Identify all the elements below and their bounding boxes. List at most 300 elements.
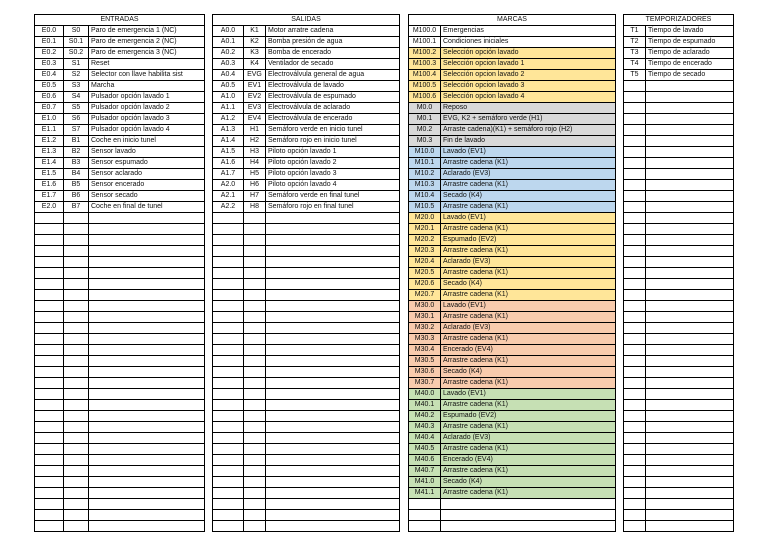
table-cell: H2 <box>244 136 266 147</box>
table-cell <box>624 158 646 169</box>
table-cell: M0.1 <box>409 114 441 125</box>
table-row <box>213 411 400 422</box>
table-cell: S0 <box>64 26 89 37</box>
table-cell: Electroválvula de espumado <box>266 92 400 103</box>
table-cell <box>244 290 266 301</box>
table-cell <box>624 290 646 301</box>
table-cell: H7 <box>244 191 266 202</box>
table-cell <box>64 312 89 323</box>
table-row <box>35 268 205 279</box>
table-cell <box>624 433 646 444</box>
table-row <box>409 59 616 70</box>
table-cell: H8 <box>244 202 266 213</box>
table-row <box>624 400 734 411</box>
table-cell: E0.7 <box>35 103 64 114</box>
table-row <box>409 26 616 37</box>
table-cell: A1.5 <box>213 147 244 158</box>
table-row <box>35 125 205 136</box>
temporizadores-title: TEMPORIZADORES <box>624 15 734 26</box>
table-cell <box>64 422 89 433</box>
table-cell: E1.2 <box>35 136 64 147</box>
table-cell <box>266 213 400 224</box>
table-row <box>624 180 734 191</box>
table-row <box>624 268 734 279</box>
table-cell <box>213 345 244 356</box>
table-cell <box>89 444 205 455</box>
table-cell: Pulsador opción lavado 2 <box>89 103 205 114</box>
table-row <box>624 202 734 213</box>
table-cell <box>646 521 734 532</box>
table-cell: Electroválvula de aclarado <box>266 103 400 114</box>
table-cell: Tiempo de lavado <box>646 26 734 37</box>
table-cell <box>89 213 205 224</box>
table-cell <box>213 312 244 323</box>
table-cell <box>266 334 400 345</box>
table-row <box>624 367 734 378</box>
table-cell <box>624 422 646 433</box>
table-cell: T5 <box>624 70 646 81</box>
table-cell: M10.0 <box>409 147 441 158</box>
table-row <box>213 257 400 268</box>
table-cell <box>213 301 244 312</box>
table-cell: E0.0 <box>35 26 64 37</box>
table-cell <box>35 444 64 455</box>
table-cell: M30.5 <box>409 356 441 367</box>
table-cell <box>646 477 734 488</box>
table-cell: Electroválvula de lavado <box>266 81 400 92</box>
table-cell: M30.4 <box>409 345 441 356</box>
table-row <box>624 433 734 444</box>
table-cell <box>624 136 646 147</box>
table-cell: Semáforo verde en final tunel <box>266 191 400 202</box>
table-cell: Arrastre cadena (K1) <box>441 224 616 235</box>
table-cell <box>213 433 244 444</box>
temporizadores-body <box>624 26 734 532</box>
table-cell <box>266 290 400 301</box>
table-row <box>624 455 734 466</box>
table-row <box>624 378 734 389</box>
table-cell <box>244 521 266 532</box>
table-row <box>213 444 400 455</box>
table-cell: Pulsador opción lavado 3 <box>89 114 205 125</box>
table-cell: Arrastre cadena (K1) <box>441 444 616 455</box>
table-cell <box>64 499 89 510</box>
table-cell <box>35 323 64 334</box>
table-cell <box>89 246 205 257</box>
table-cell: E0.3 <box>35 59 64 70</box>
table-cell: M20.5 <box>409 268 441 279</box>
table-row <box>213 81 400 92</box>
table-cell <box>35 521 64 532</box>
table-cell: B2 <box>64 147 89 158</box>
table-row <box>35 455 205 466</box>
table-row <box>35 334 205 345</box>
table-cell <box>646 444 734 455</box>
table-cell <box>35 378 64 389</box>
table-cell: Semáforo verde en inicio tunel <box>266 125 400 136</box>
table-row <box>409 488 616 499</box>
table-cell <box>35 499 64 510</box>
table-cell <box>624 268 646 279</box>
table-row <box>213 290 400 301</box>
table-cell <box>35 334 64 345</box>
table-cell: S5 <box>64 103 89 114</box>
table-cell <box>64 279 89 290</box>
table-cell: H3 <box>244 147 266 158</box>
table-row <box>213 455 400 466</box>
table-cell: Condiciones iniciales <box>441 37 616 48</box>
table-row <box>409 378 616 389</box>
table-cell <box>89 279 205 290</box>
table-cell <box>624 389 646 400</box>
table-cell <box>213 224 244 235</box>
table-cell <box>213 499 244 510</box>
salidas-table <box>212 14 400 532</box>
table-cell <box>646 312 734 323</box>
table-cell <box>646 213 734 224</box>
table-cell: Arrastre cadena (K1) <box>441 400 616 411</box>
table-cell <box>89 345 205 356</box>
table-cell <box>64 411 89 422</box>
table-cell <box>35 455 64 466</box>
table-cell <box>35 312 64 323</box>
table-row <box>35 246 205 257</box>
table-row <box>624 70 734 81</box>
table-row <box>624 37 734 48</box>
table-cell <box>244 246 266 257</box>
table-cell <box>646 510 734 521</box>
table-cell: Selección opcion lavado 1 <box>441 59 616 70</box>
table-row <box>213 301 400 312</box>
table-cell <box>64 301 89 312</box>
table-row <box>409 114 616 125</box>
table-cell: Lavado (EV1) <box>441 147 616 158</box>
table-row <box>409 433 616 444</box>
table-cell <box>244 301 266 312</box>
table-cell: S6 <box>64 114 89 125</box>
table-cell: M30.6 <box>409 367 441 378</box>
table-cell <box>213 444 244 455</box>
table-cell <box>646 334 734 345</box>
table-cell: B7 <box>64 202 89 213</box>
table-cell <box>266 246 400 257</box>
table-cell: Arrastre cadena (K1) <box>441 290 616 301</box>
table-row <box>409 81 616 92</box>
table-row <box>35 202 205 213</box>
table-cell <box>89 367 205 378</box>
table-row <box>35 224 205 235</box>
table-row <box>624 81 734 92</box>
table-cell <box>646 158 734 169</box>
table-cell: A1.0 <box>213 92 244 103</box>
table-cell <box>213 334 244 345</box>
table-cell <box>89 466 205 477</box>
table-cell <box>441 499 616 510</box>
table-row <box>624 411 734 422</box>
table-cell: E2.0 <box>35 202 64 213</box>
table-cell: M0.3 <box>409 136 441 147</box>
table-cell: M100.0 <box>409 26 441 37</box>
table-cell <box>646 169 734 180</box>
table-cell: Arrastre cadena (K1) <box>441 268 616 279</box>
table-cell: B4 <box>64 169 89 180</box>
table-cell <box>624 411 646 422</box>
table-cell: M10.4 <box>409 191 441 202</box>
table-row <box>35 466 205 477</box>
table-row <box>409 158 616 169</box>
table-cell <box>646 224 734 235</box>
table-row <box>624 114 734 125</box>
table-cell <box>89 235 205 246</box>
table-cell <box>35 301 64 312</box>
table-cell: M41.1 <box>409 488 441 499</box>
table-row <box>213 246 400 257</box>
table-cell: A0.0 <box>213 26 244 37</box>
table-cell <box>89 422 205 433</box>
table-cell: Marcha <box>89 81 205 92</box>
table-cell: A1.6 <box>213 158 244 169</box>
table-cell <box>624 345 646 356</box>
table-row <box>409 323 616 334</box>
table-cell: Secado (K4) <box>441 279 616 290</box>
table-cell <box>624 114 646 125</box>
table-row <box>213 224 400 235</box>
table-cell <box>266 356 400 367</box>
table-cell <box>646 147 734 158</box>
table-cell <box>266 235 400 246</box>
table-row <box>409 213 616 224</box>
table-cell: M30.2 <box>409 323 441 334</box>
table-row <box>624 323 734 334</box>
table-row <box>409 345 616 356</box>
table-cell: M20.6 <box>409 279 441 290</box>
table-cell <box>244 345 266 356</box>
table-cell <box>624 367 646 378</box>
table-cell <box>35 213 64 224</box>
table-row <box>35 411 205 422</box>
table-cell <box>409 499 441 510</box>
table-row <box>213 279 400 290</box>
table-cell: M100.5 <box>409 81 441 92</box>
table-cell <box>624 169 646 180</box>
table-row <box>213 510 400 521</box>
table-cell <box>624 213 646 224</box>
table-cell <box>244 224 266 235</box>
table-cell <box>89 499 205 510</box>
table-cell: E1.0 <box>35 114 64 125</box>
table-cell: Arrastre cadena (K1) <box>441 202 616 213</box>
table-cell: E1.1 <box>35 125 64 136</box>
table-row <box>409 279 616 290</box>
table-row <box>624 169 734 180</box>
table-cell <box>244 422 266 433</box>
table-cell: A2.1 <box>213 191 244 202</box>
table-cell: M10.5 <box>409 202 441 213</box>
table-cell <box>266 257 400 268</box>
table-cell <box>646 202 734 213</box>
table-cell <box>213 389 244 400</box>
table-cell <box>266 312 400 323</box>
table-cell <box>89 268 205 279</box>
table-cell <box>266 400 400 411</box>
table-cell: Sensor lavado <box>89 147 205 158</box>
table-cell <box>213 279 244 290</box>
table-cell <box>244 235 266 246</box>
table-cell: EV1 <box>244 81 266 92</box>
entradas-title: ENTRADAS <box>35 15 205 26</box>
table-row <box>409 510 616 521</box>
table-cell <box>244 455 266 466</box>
table-cell <box>89 323 205 334</box>
table-cell: M100.6 <box>409 92 441 103</box>
table-row <box>409 444 616 455</box>
table-cell: Piloto opción lavado 2 <box>266 158 400 169</box>
table-cell: M40.2 <box>409 411 441 422</box>
table-row <box>213 422 400 433</box>
table-cell: Encerado (EV4) <box>441 455 616 466</box>
table-cell: Tiempo de espumado <box>646 37 734 48</box>
table-cell <box>624 521 646 532</box>
table-row <box>35 499 205 510</box>
table-row <box>213 169 400 180</box>
table-cell: Secado (K4) <box>441 477 616 488</box>
table-cell <box>244 389 266 400</box>
table-cell <box>35 246 64 257</box>
table-cell: M10.1 <box>409 158 441 169</box>
table-row <box>409 400 616 411</box>
table-cell: M30.1 <box>409 312 441 323</box>
table-cell <box>35 279 64 290</box>
table-cell <box>213 455 244 466</box>
table-cell <box>89 334 205 345</box>
table-row <box>213 180 400 191</box>
table-cell <box>64 510 89 521</box>
table-row <box>35 301 205 312</box>
table-row <box>409 246 616 257</box>
table-cell <box>64 444 89 455</box>
table-cell: M20.1 <box>409 224 441 235</box>
table-cell <box>35 367 64 378</box>
table-cell: K2 <box>244 37 266 48</box>
table-cell <box>624 499 646 510</box>
table-cell: Piloto opción lavado 1 <box>266 147 400 158</box>
table-cell: E1.4 <box>35 158 64 169</box>
table-row <box>624 103 734 114</box>
table-row <box>213 37 400 48</box>
table-cell <box>624 510 646 521</box>
table-cell <box>213 213 244 224</box>
entradas-table <box>34 14 205 532</box>
table-row <box>35 356 205 367</box>
table-row <box>213 499 400 510</box>
table-cell: A1.1 <box>213 103 244 114</box>
table-cell <box>213 323 244 334</box>
table-cell: Sensor encerado <box>89 180 205 191</box>
table-row <box>35 477 205 488</box>
table-cell <box>64 521 89 532</box>
table-cell <box>266 323 400 334</box>
table-cell: Sensor aclarado <box>89 169 205 180</box>
table-cell: Pulsador opción lavado 1 <box>89 92 205 103</box>
table-cell <box>89 510 205 521</box>
table-row <box>213 334 400 345</box>
table-cell: K1 <box>244 26 266 37</box>
table-cell <box>213 466 244 477</box>
table-cell: Selección opcion lavado 3 <box>441 81 616 92</box>
table-cell: Tiempo de encerado <box>646 59 734 70</box>
table-cell: Electroválvula de encerado <box>266 114 400 125</box>
table-cell: T1 <box>624 26 646 37</box>
table-row <box>213 477 400 488</box>
table-row <box>35 400 205 411</box>
table-cell: Lavado (EV1) <box>441 389 616 400</box>
table-row <box>624 257 734 268</box>
table-row <box>213 323 400 334</box>
table-row <box>409 367 616 378</box>
table-cell <box>89 400 205 411</box>
table-cell: A2.2 <box>213 202 244 213</box>
table-cell: H4 <box>244 158 266 169</box>
table-cell: E1.5 <box>35 169 64 180</box>
table-cell: T4 <box>624 59 646 70</box>
table-cell <box>244 279 266 290</box>
table-cell <box>35 411 64 422</box>
table-cell: Arrastre cadena (K1) <box>441 356 616 367</box>
table-row <box>213 268 400 279</box>
table-cell: S3 <box>64 81 89 92</box>
table-row <box>409 411 616 422</box>
table-row <box>35 433 205 444</box>
table-cell <box>213 400 244 411</box>
table-cell <box>244 433 266 444</box>
table-cell: EV2 <box>244 92 266 103</box>
table-cell: Arrastre cadena (K1) <box>441 378 616 389</box>
table-cell: Sensor espumado <box>89 158 205 169</box>
table-cell <box>213 488 244 499</box>
table-cell <box>646 92 734 103</box>
table-cell: Aclarado (EV3) <box>441 257 616 268</box>
table-cell <box>266 422 400 433</box>
table-cell: M20.2 <box>409 235 441 246</box>
table-cell <box>646 191 734 202</box>
table-row <box>409 92 616 103</box>
table-cell <box>646 499 734 510</box>
table-row <box>409 312 616 323</box>
table-cell <box>646 268 734 279</box>
table-cell <box>624 257 646 268</box>
salidas-body <box>213 26 400 532</box>
table-cell: Arrastre cadena (K1) <box>441 488 616 499</box>
table-cell <box>266 488 400 499</box>
table-row <box>213 345 400 356</box>
table-cell: H6 <box>244 180 266 191</box>
table-cell: E1.3 <box>35 147 64 158</box>
table-row <box>35 290 205 301</box>
table-row <box>35 378 205 389</box>
table-cell <box>646 466 734 477</box>
table-row <box>213 136 400 147</box>
table-cell <box>646 345 734 356</box>
table-cell: S1 <box>64 59 89 70</box>
table-row <box>213 466 400 477</box>
table-row <box>35 444 205 455</box>
table-cell <box>624 191 646 202</box>
table-row <box>213 235 400 246</box>
table-row <box>409 499 616 510</box>
table-cell <box>89 521 205 532</box>
table-row <box>409 466 616 477</box>
table-cell <box>64 389 89 400</box>
